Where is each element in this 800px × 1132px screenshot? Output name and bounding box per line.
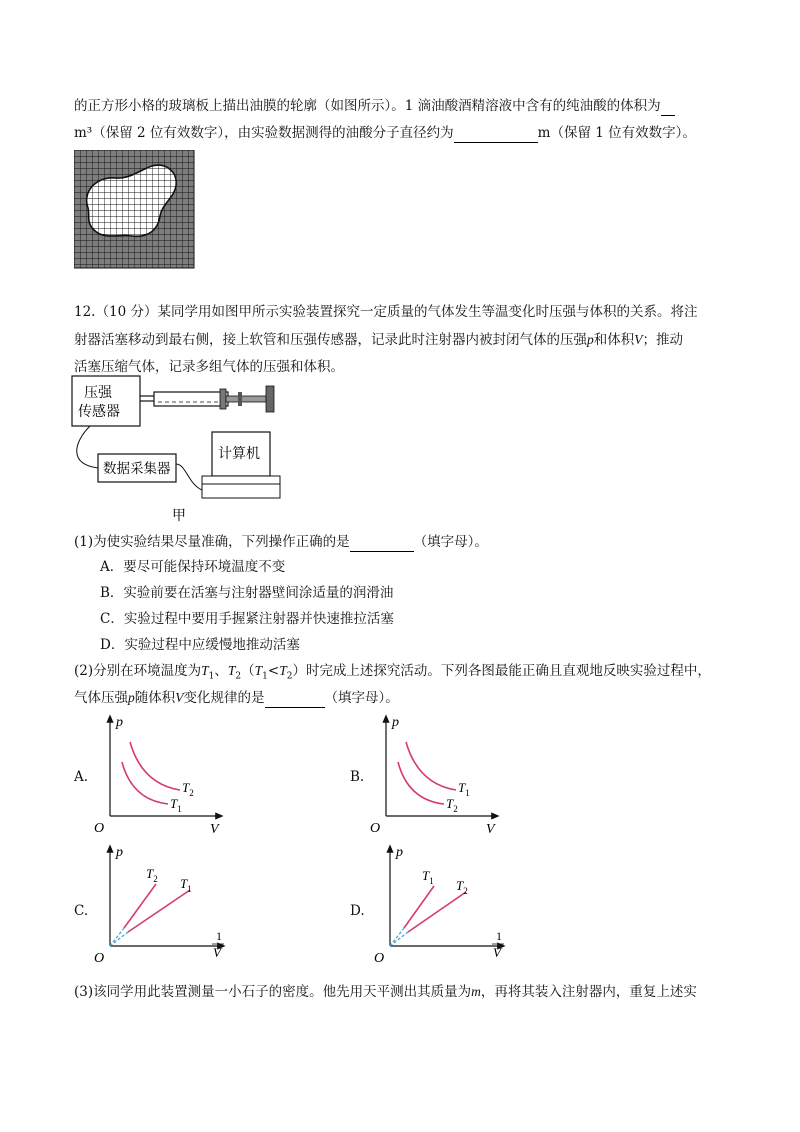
figure-caption-jia: 甲 (172, 509, 186, 524)
part1-stem: (1)为使实验结果尽量准确，下列操作正确的是 （填字母）。 (74, 534, 488, 550)
graph-c-label-shallow: $T_1$ (180, 876, 192, 894)
svg-text:p: p (392, 715, 399, 730)
graph-b-label: B. (350, 769, 365, 785)
part1-option-d: D．实验过程中应缓慢地推动活塞 (100, 637, 300, 653)
answer-blank-2[interactable] (454, 124, 538, 143)
graph-d-label-shallow: $T_2$ (456, 878, 468, 896)
svg-text:V: V (493, 945, 501, 960)
graph-a-curve-lower (122, 762, 168, 804)
svg-text:p: p (116, 845, 123, 860)
q12-intro-line2: 射器活塞移动到最右侧，接上软管和压强传感器，记录此时注射器内被封闭气体的压强p和体积V；推动 (74, 332, 683, 348)
pressure-sensor-label-2: 传感器 (78, 405, 120, 420)
svg-text:O: O (94, 821, 105, 836)
part3-text: (3)该同学用此装置测量一小石子的密度。他先用天平测出其质量为m，再将其装入注射器内，重复上述实 (74, 984, 697, 1000)
svg-text:p: p (116, 715, 123, 730)
graph-c (92, 842, 232, 972)
svg-text:O: O (370, 821, 381, 836)
syringe (154, 386, 274, 412)
graph-d-line-steep (404, 886, 434, 928)
graph-b-label-lower: $T_2$ (446, 796, 458, 814)
question-score: （10 分） (95, 304, 158, 320)
graph-a (92, 712, 232, 836)
graph-d (372, 842, 512, 972)
part1-option-b: B．实验前要在活塞与注射器壁间涂适量的润滑油 (100, 585, 394, 601)
graph-c-label-steep: $T_2$ (146, 866, 158, 884)
part1-option-c: C．实验过程中要用手握紧注射器并快速推拉活塞 (100, 611, 394, 627)
graph-a-label: A. (74, 769, 89, 785)
pressure-sensor-label-1: 压强 (84, 386, 112, 401)
svg-text:O: O (94, 951, 105, 966)
q12-intro-line3: 活塞压缩气体，记录多组气体的压强和体积。 (74, 359, 344, 375)
graph-a-label-upper: $T_2$ (182, 780, 194, 798)
svg-text:V: V (486, 822, 495, 836)
q12-intro-line1: 12.（10 分）某同学用如图甲所示实验装置探究一定质量的气体发生等温变化时压强与体积的关系。将注 (74, 304, 698, 320)
computer (202, 432, 280, 498)
computer-label: 计算机 (218, 447, 260, 462)
graph-b-curve-lower (398, 762, 444, 804)
apparatus-figure (70, 372, 290, 524)
data-collector-label: 数据采集器 (103, 461, 171, 476)
svg-text:V: V (213, 945, 221, 960)
graph-b (368, 712, 508, 836)
question-number: 12. (74, 304, 96, 320)
graph-a-label-lower: $T_1$ (170, 796, 182, 814)
graph-b-curve-upper (406, 742, 456, 790)
svg-text:p: p (396, 845, 403, 860)
q11-line2: m³（保留 2 位有效数字），由实验数据测得的油酸分子直径约为 m（保留 1 位有效数字）。 (74, 125, 696, 141)
oil-film-grid-figure (74, 150, 196, 270)
graph-c-line-steep (124, 884, 156, 928)
part2-answer-blank[interactable] (265, 689, 325, 708)
q11-line1: 的正方形小格的玻璃板上描出油膜的轮廓（如图所示）。1 滴油酸酒精溶液中含有的纯油酸的体积为 (74, 97, 675, 116)
svg-text:O: O (374, 951, 385, 966)
graph-d-label: D. (350, 903, 365, 919)
unit-m3: m³ (74, 125, 93, 141)
svg-text:1: 1 (216, 929, 222, 943)
answer-blank-1[interactable] (661, 97, 675, 116)
part2-stem-line1: (2)分别在环境温度为$T_1$、$T_2(T_1<T_2)$时完成上述探究活动。下列各图最能正确且直观地反映实验过程中， (74, 663, 711, 682)
graph-b-label-upper: $T_1$ (458, 780, 470, 798)
part1-option-a: A．要尽可能保持环境温度不变 (100, 559, 286, 575)
graph-a-curve-upper (130, 742, 180, 790)
graph-d-label-steep: $T_1$ (422, 868, 434, 886)
graph-d-line-shallow (408, 892, 466, 932)
part1-answer-blank[interactable] (350, 533, 414, 552)
svg-text:1: 1 (496, 929, 502, 943)
graph-c-label: C. (74, 903, 89, 919)
part2-stem-line2: 气体压强p随体积V变化规律的是 （填字母）。 (74, 690, 399, 706)
svg-text:V: V (210, 822, 219, 836)
